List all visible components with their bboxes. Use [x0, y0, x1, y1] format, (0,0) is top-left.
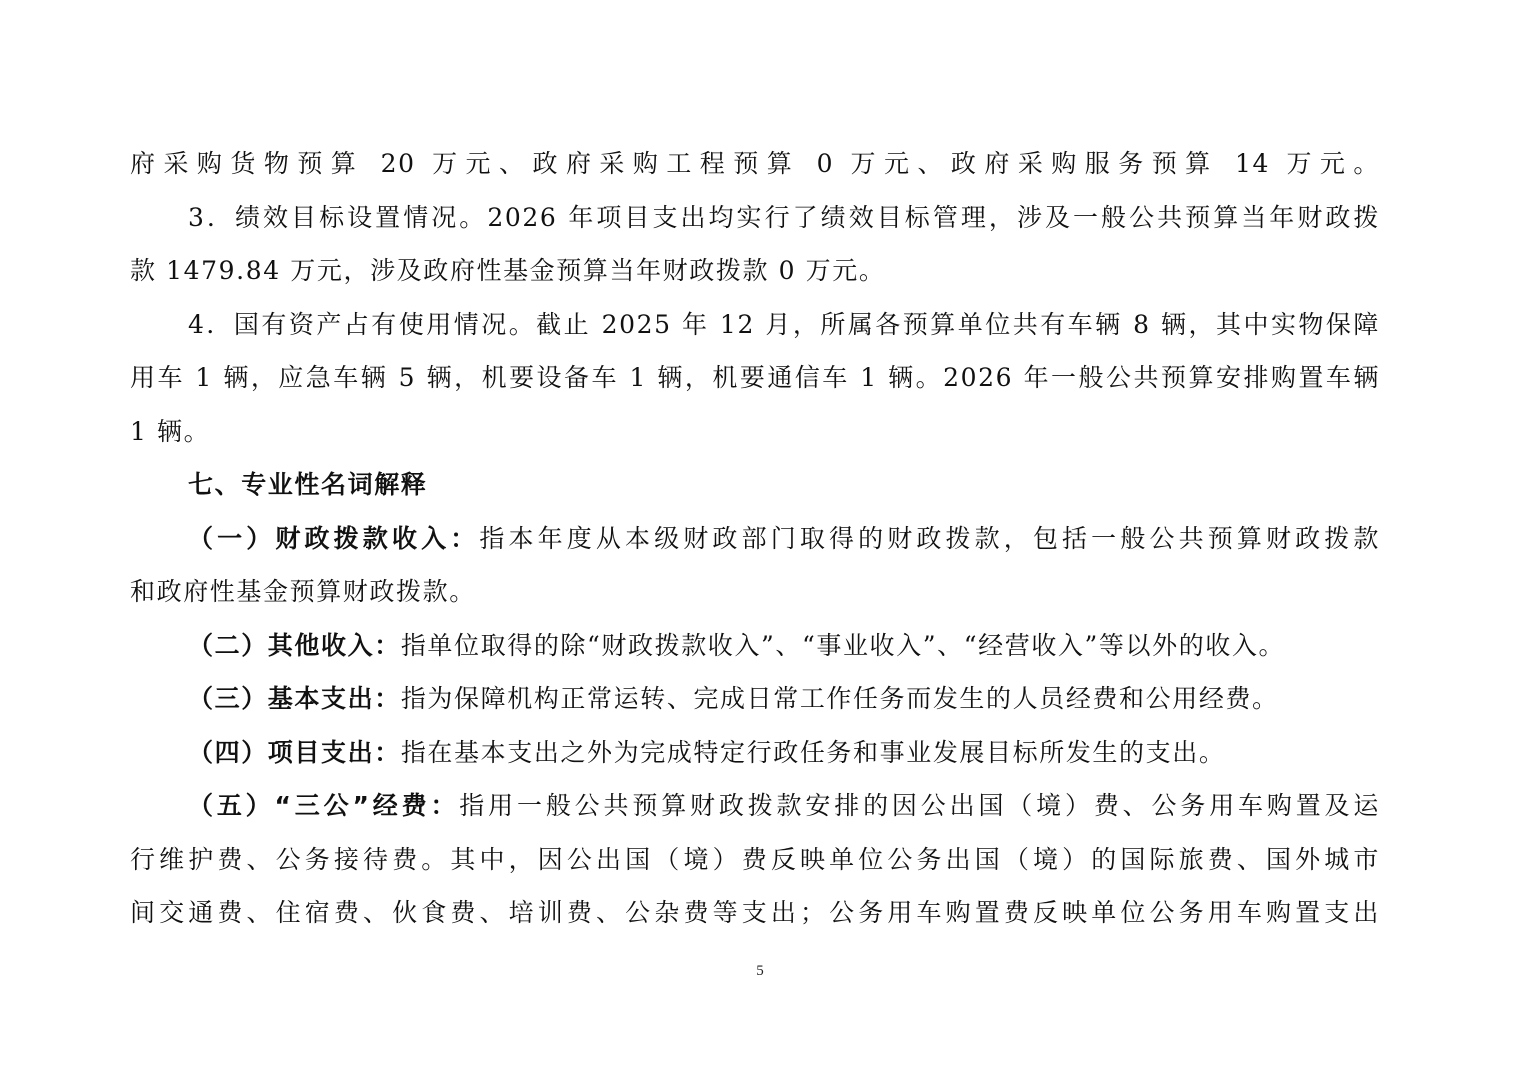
definition-line: [130, 726, 1380, 780]
definition-text: 指用一般公共预算财政拨款安排的因公出国（境）费、公务用车购置及运: [459, 791, 1380, 820]
definition-term: （三）基本支出：: [188, 684, 401, 713]
paragraph-line: 和政府性基金预算财政拨款。: [130, 577, 476, 606]
definition-text: 指单位取得的除“财政拨款收入”、“事业收入”、“经营收入”等以外的收入。: [400, 630, 1286, 660]
definition-term: （四）项目支出：: [188, 737, 401, 767]
definition-term: （一）财政拨款收入：: [188, 523, 480, 553]
document-body: [130, 137, 1380, 940]
definition-line: [130, 619, 1380, 673]
paragraph-line: 4．国有资产占有使用情况。截止 2025 年 12 月，所属各预算单位共有车辆 8 辆，其中实物保障: [188, 309, 1380, 339]
definition-line: [130, 779, 1380, 833]
definition-term: （五）“三公”经费：: [188, 791, 460, 820]
definition-line: [130, 512, 1380, 566]
definition-text: 指在基本支出之外为完成特定行政任务和事业发展目标所发生的支出。: [400, 737, 1226, 767]
paragraph-line: 款 1479.84 万元，涉及政府性基金预算当年财政拨款 0 万元。: [130, 256, 886, 285]
page-number: 5: [756, 963, 764, 979]
paragraph-line: 间交通费、住宿费、伙食费、培训费、公杂费等支出；公务用车购置费反映单位公务用车购置支出: [130, 898, 1380, 927]
definition-text: 指本年度从本级财政部门取得的财政拨款，包括一般公共预算财政拨款: [479, 523, 1380, 553]
definition-line: [130, 672, 1380, 726]
paragraph-line: 3．绩效目标设置情况。2026 年项目支出均实行了绩效目标管理，涉及一般公共预算当年财政拨: [188, 202, 1380, 232]
paragraph-line: 用车 1 辆，应急车辆 5 辆，机要设备车 1 辆，机要通信车 1 辆。2026 年一般公共预算安排购置车辆: [130, 363, 1380, 392]
paragraph-line: 府采购货物预算 20 万元、政府采购工程预算 0 万元、政府采购服务预算 14 万元。: [130, 149, 1380, 178]
paragraph-line: 1 辆。: [130, 416, 211, 446]
section-heading: 七、专业性名词解释: [188, 470, 428, 499]
definition-term: （二）其他收入：: [188, 630, 401, 660]
definition-text: 指为保障机构正常运转、完成日常工作任务而发生的人员经费和公用经费。: [400, 684, 1279, 713]
paragraph-line: 行维护费、公务接待费。其中，因公出国（境）费反映单位公务出国（境）的国际旅费、国外城市: [130, 844, 1380, 874]
